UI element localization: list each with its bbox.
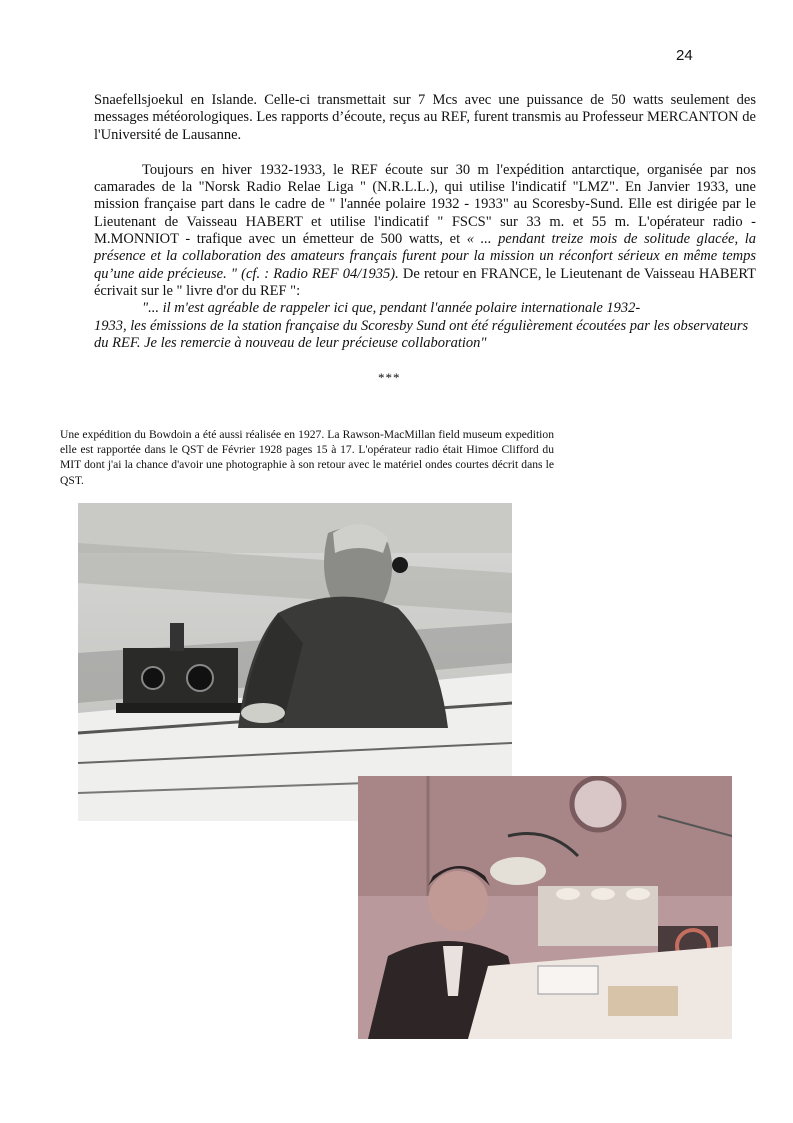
photo-radio-operator-boat-image: [78, 503, 512, 821]
paragraph-2-ending: De retour en FRANCE, le Lieutenant de Vaisseau HABERT écrivait sur le " livre d'or du REF ":: [94, 265, 757, 299]
paragraph-2-text: Toujours en hiver 1932-1933, le REF écoute sur 30 m l'expédition antarctique, organisée par nos camarades de la "Norsk Radio Relae Liga " (N.R.L.L.), qui utilise l'indicatif "LMZ". En Janvier 1933, une mission française part dans le cadre de " l'année polaire 1932 - 1933" au Scoresby-Sund. Elle est dirigée par le Lieutenant de Vaisseau HABERT et utilise l'indicatif " FSCS" sur 33 m. et 55 m. L'opérateur radio - M.MONNIOT - trafique avec un émetteur de 500 watts, et: [94, 161, 756, 248]
habert-quote: [94, 300, 756, 352]
page-number: 24: [676, 47, 693, 64]
separator: ***: [378, 370, 401, 385]
photo-caption: Une expédition du Bowdoin a été aussi réalisée en 1927. La Rawson-MacMillan field museum expedition elle est rapportée dans le QST de Février 1928 pages 15 à 17. L'opérateur radio était Himoe Clifford du MIT dont j'ai la chance d'avoir une photographie à son retour avec le matériel ondes courtes décrit dans le QST.: [60, 428, 554, 487]
body-text: [94, 92, 756, 352]
photo-radio-operator-cabin: [358, 776, 732, 1039]
paragraph-1: Snaefellsjoekul en Islande. Celle-ci transmettait sur 7 Mcs avec une puissance de 50 watts seulement des messages météorologiques. Les rapports d’écoute, reçus au REF, furent transmis au Professeur MERCANTON de l'Université de Lausanne.: [94, 92, 756, 143]
paragraph-2: [94, 162, 756, 300]
paragraph-2-citation: « ... pendant treize mois de solitude glacée, la présence et la collaboration des amateurs français furent pour la mission un réconfort sérieux en même temps qu’une aide précieuse. " (cf. : Radio REF 04/1935).: [94, 231, 757, 282]
photo-radio-operator-cabin-image: [358, 776, 732, 1039]
photo-radio-operator-boat: [78, 503, 512, 821]
quote-rest: 1933, les émissions de la station française du Scoresby Sund ont été régulièrement écoutées par les observateurs du REF. Je les remercie à nouveau de leur précieuse collaboration": [94, 317, 749, 351]
quote-first-line: "... il m'est agréable de rappeler ici que, pendant l'année polaire internationale 1932-: [142, 300, 641, 317]
